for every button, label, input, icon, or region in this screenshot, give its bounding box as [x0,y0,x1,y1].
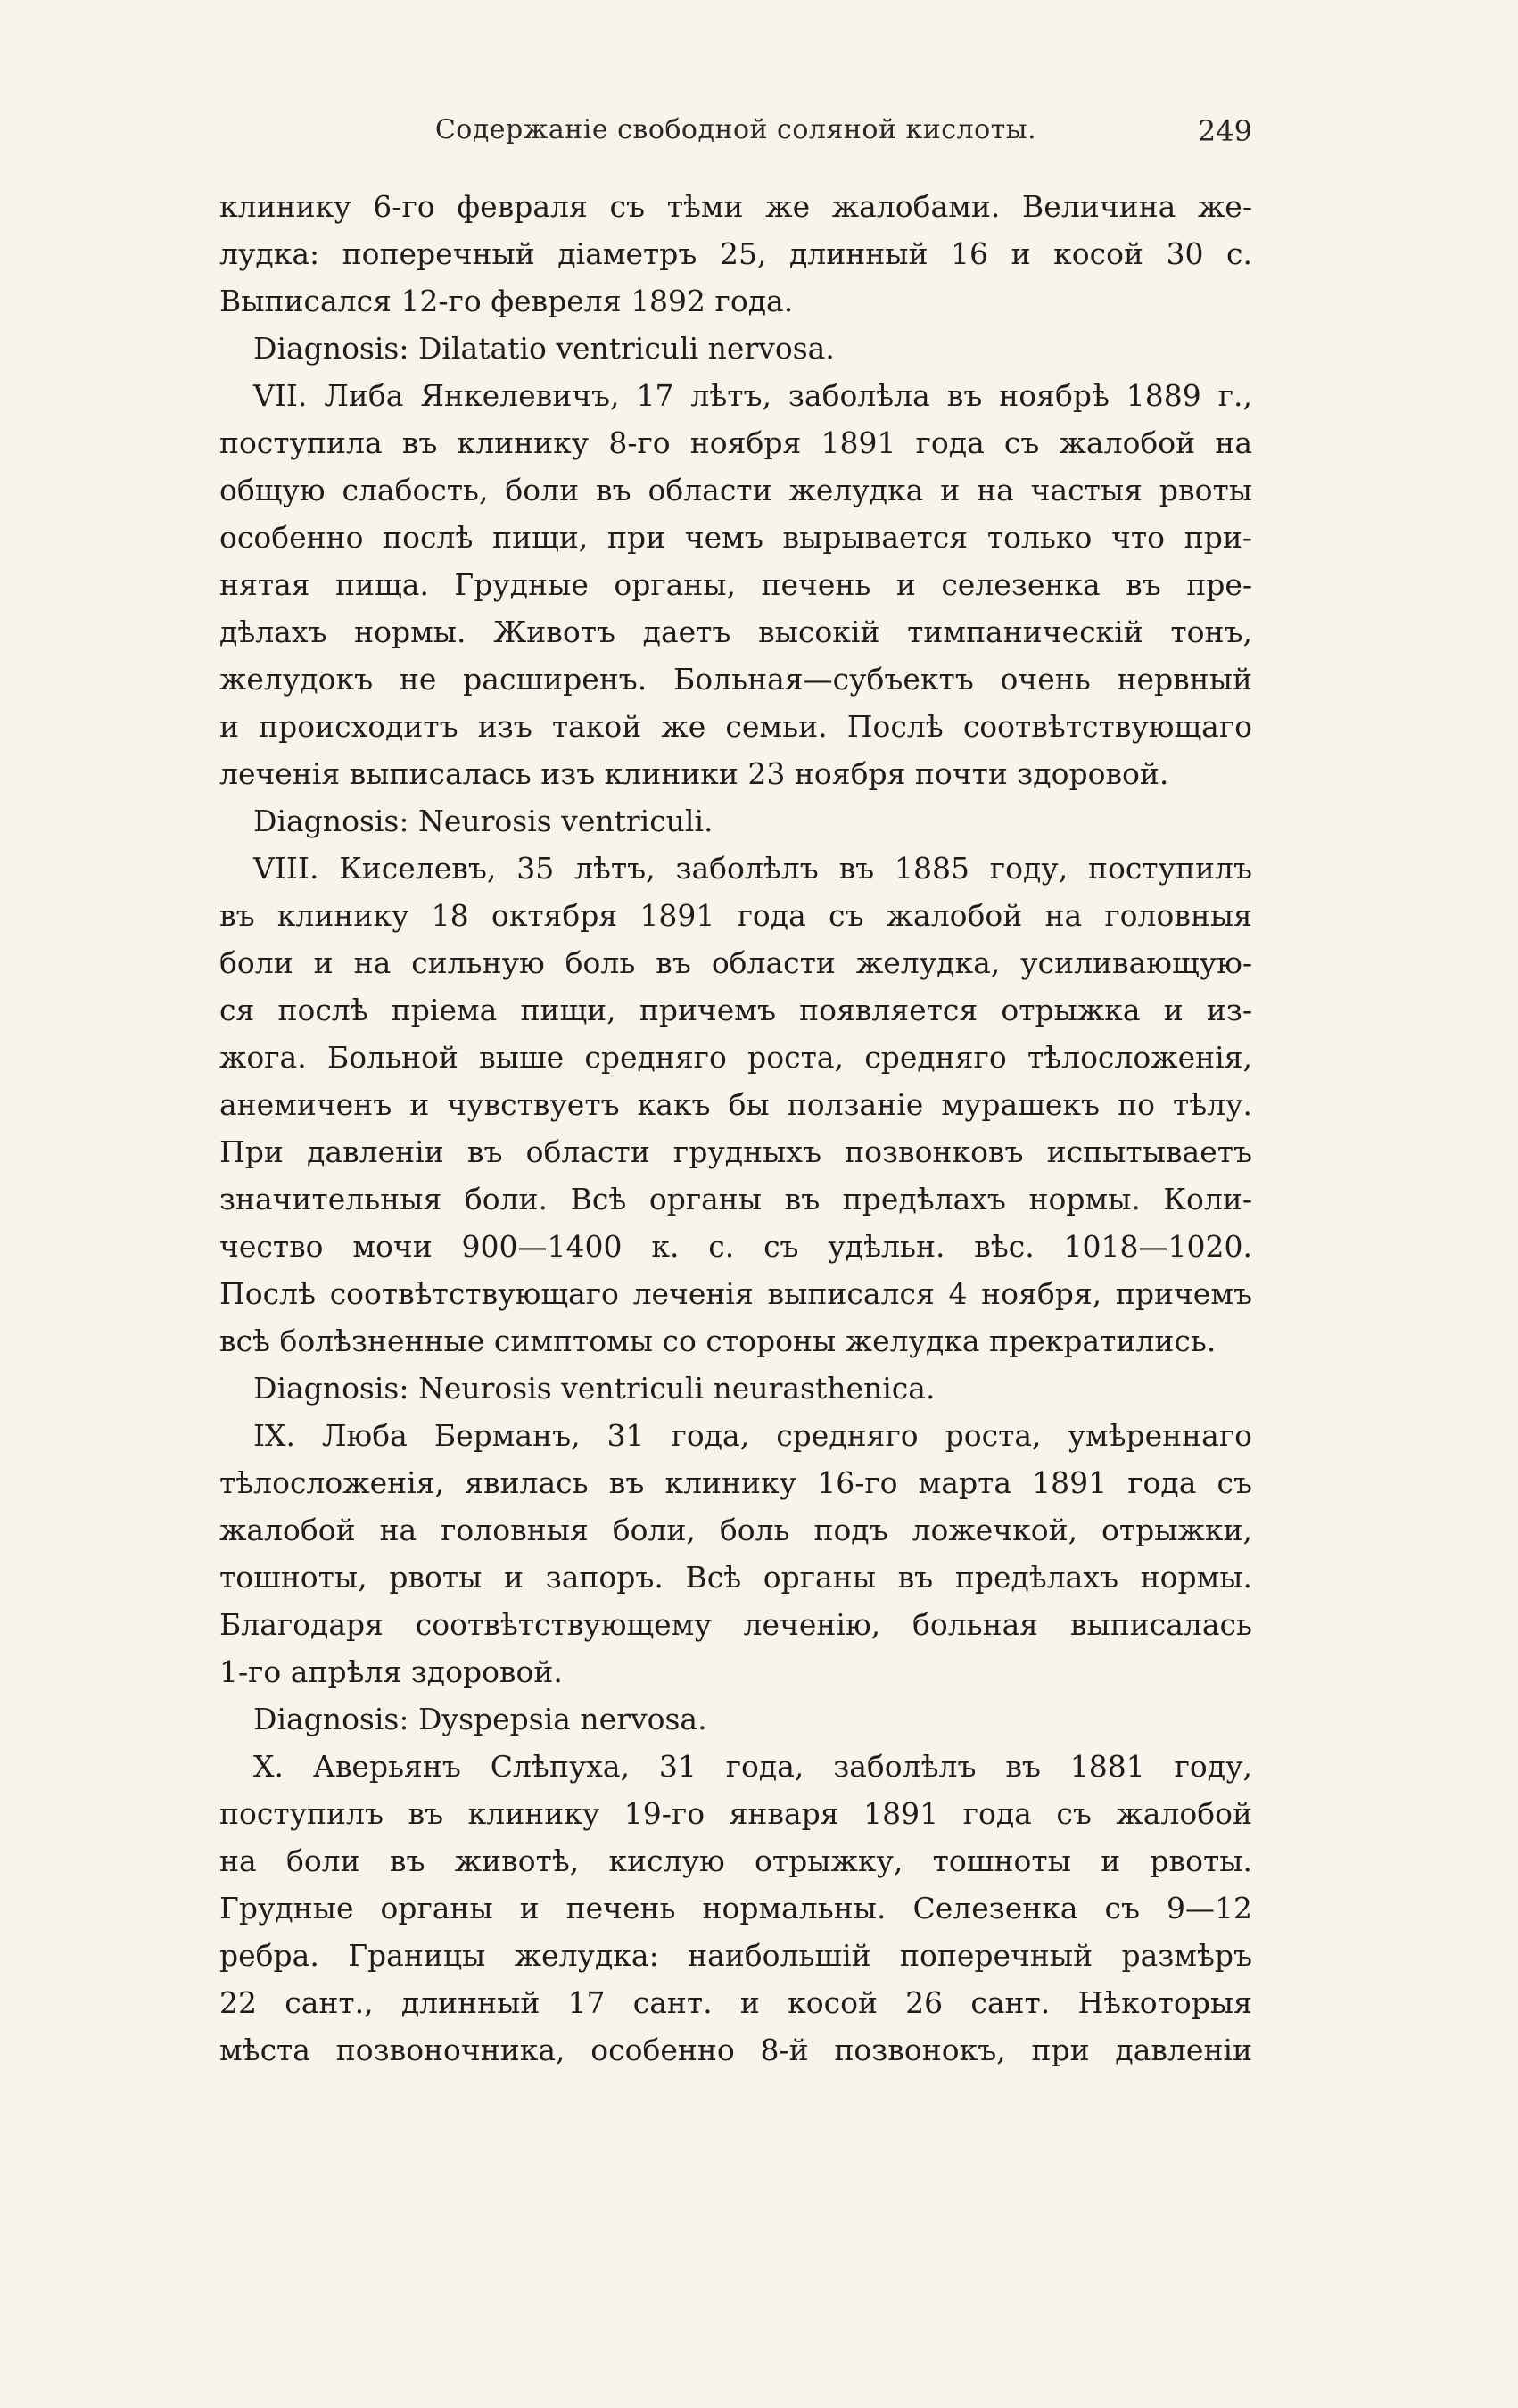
text-line: леченія выписалась изъ клиники 23 ноября почти здоровой. [219,756,1169,791]
text-line: Diagnosis: Dyspepsia nervosa. [253,1702,707,1736]
text-line: жога. Больной выше средняго роста, средняго тѣлосложенія, [219,1040,1252,1075]
text-line: Diagnosis: Neurosis ventriculi. [253,804,714,838]
text-line: 22 сант., длинный 17 сант. и косой 26 сант. Нѣкоторыя [219,1985,1252,2020]
text-line: Diagnosis: Neurosis ventriculi neurasthenica. [253,1371,936,1406]
text-line: въ клинику 18 октября 1891 года съ жалобой на головныя [219,898,1252,933]
text-line: тошноты, рвоты и запоръ. Всѣ органы въ предѣлахъ нормы. [219,1560,1252,1595]
text-line: боли и на сильную боль въ области желудка, усиливающую- [219,945,1252,980]
text-line: значительныя боли. Всѣ органы въ предѣлахъ нормы. Коли- [219,1182,1252,1216]
text-line: ребра. Границы желудка: наибольшій поперечный размѣръ [219,1938,1252,1973]
text-line: особенно послѣ пищи, при чемъ вырывается только что при- [219,520,1252,555]
text-line: VIII. Киселевъ, 35 лѣтъ, заболѣлъ въ 1885 году, поступилъ [253,851,1252,886]
text-line: клинику 6-го февраля съ тѣми же жалобами. Величина же- [219,189,1252,224]
text-line: При давленіи въ области грудныхъ позвонковъ испытываетъ [219,1134,1252,1169]
text-line: жалобой на головныя боли, боль подъ ложечкой, отрыжки, [219,1513,1252,1547]
text-line: тѣлосложенія, явилась въ клинику 16-го марта 1891 года съ [219,1465,1252,1500]
text-line: VII. Либа Янкелевичъ, 17 лѣтъ, заболѣла въ ноябрѣ 1889 г., [253,378,1252,413]
text-line: всѣ болѣзненные симптомы со стороны желудка прекратились. [219,1324,1217,1358]
page-number: 249 [1197,114,1252,148]
text-line: чество мочи 900—1400 к. с. съ удѣльн. вѣс. 1018—1020. [219,1229,1252,1264]
text-line: Diagnosis: Dilatatio ventriculi nervosa. [253,331,835,366]
text-line: мѣста позвоночника, особенно 8-й позвонокъ, при давленіи [219,2033,1252,2067]
text-line: общую слабость, боли въ области желудка и на частыя рвоты [219,473,1252,507]
body-text [219,183,1252,2074]
text-line: поступила въ клинику 8-го ноября 1891 года съ жалобой на [219,425,1252,460]
text-line: анемиченъ и чувствуетъ какъ бы ползаніе мурашекъ по тѣлу. [219,1087,1252,1122]
text-line: поступилъ въ клинику 19-го января 1891 года съ жалобой [219,1796,1252,1831]
text-line: нятая пища. Грудные органы, печень и селезенка въ пре- [219,567,1252,602]
text-line: IX. Люба Берманъ, 31 года, средняго роста, умѣреннаго [253,1418,1252,1453]
text-line: дѣлахъ нормы. Животъ даетъ высокій тимпаническій тонъ, [219,614,1252,649]
text-line: желудокъ не расширенъ. Больная—субъектъ очень нервный [219,662,1252,697]
running-head [219,114,1252,159]
text-line: и происходитъ изъ такой же семьи. Послѣ соотвѣтствующаго [219,709,1252,744]
running-title: Содержаніе свободной соляной кислоты. [434,114,1037,145]
text-line: Выписался 12-го февреля 1892 года. [219,284,794,318]
text-line: лудка: поперечный діаметръ 25, длинный 16 и косой 30 с. [219,236,1252,271]
text-line: X. Аверьянъ Слѣпуха, 31 года, заболѣлъ въ 1881 году, [253,1749,1252,1784]
text-line: на боли въ животѣ, кислую отрыжку, тошноты и рвоты. [219,1843,1252,1878]
text-line: Грудные органы и печень нормальны. Селезенка съ 9—12 [219,1891,1252,1926]
text-line: 1-го апрѣля здоровой. [219,1654,563,1689]
text-line: Благодаря соотвѣтствующему леченію, больная выписалась [219,1607,1252,1642]
text-line: Послѣ соотвѣтствующаго леченія выписался 4 ноября, причемъ [219,1276,1252,1311]
text-line: ся послѣ пріема пищи, причемъ появляется отрыжка и из- [219,993,1252,1027]
